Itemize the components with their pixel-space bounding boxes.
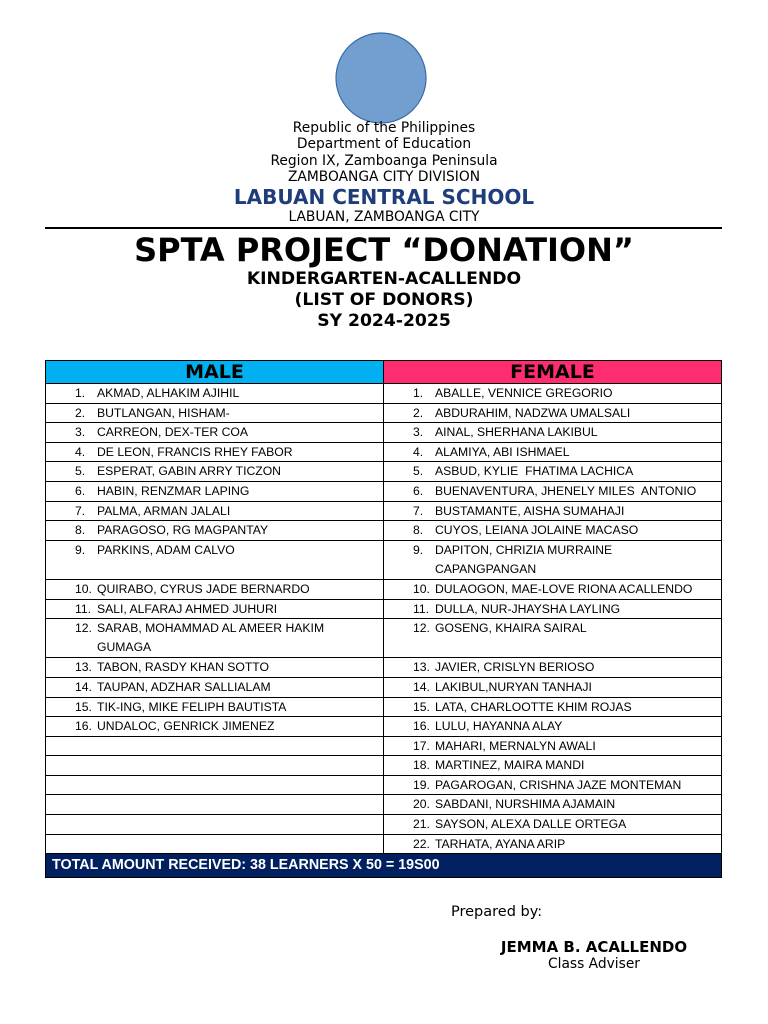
male-donor-cell-empty xyxy=(46,835,384,854)
donor-name: SARAB, MOHAMMAD AL AMEER HAKIM GUMAGA xyxy=(97,621,328,655)
donor-name: TAUPAN, ADZHAR SALLIALAM xyxy=(97,679,271,694)
male-donor-cell xyxy=(46,384,384,403)
list-number: 20. xyxy=(413,797,430,812)
donor-name: MARTINEZ, MAIRA MANDI xyxy=(435,758,585,773)
table-row xyxy=(46,717,721,737)
male-donor-cell xyxy=(46,580,384,599)
list-number: 12. xyxy=(413,621,430,636)
donor-name: LAKIBUL,NURYAN TANHAJI xyxy=(435,679,592,694)
male-donor-cell xyxy=(46,658,384,677)
list-number: 6. xyxy=(413,483,424,498)
donor-name: PALMA, ARMAN JALALI xyxy=(97,503,231,518)
agency-header xyxy=(0,120,768,186)
table-row xyxy=(46,795,721,815)
male-donor-cell xyxy=(46,678,384,697)
female-donor-cell xyxy=(384,462,721,481)
male-donor-cell xyxy=(46,423,384,442)
donor-name: SABDANI, NURSHIMA AJAMAIN xyxy=(435,797,616,812)
male-donor-cell-empty xyxy=(46,756,384,775)
female-donor-cell xyxy=(384,521,721,540)
table-row xyxy=(46,541,721,580)
class-section: KINDERGARTEN-ACALLENDO xyxy=(246,268,522,289)
female-donor-cell xyxy=(384,658,721,677)
table-row xyxy=(46,521,721,541)
list-number: 18. xyxy=(413,758,430,773)
donor-name: ALAMIYA, ABI ISHMAEL xyxy=(435,444,570,459)
male-donor-cell xyxy=(46,443,384,462)
female-donor-cell xyxy=(384,698,721,717)
list-number: 2. xyxy=(413,405,424,420)
male-donor-cell xyxy=(46,482,384,501)
signatory-position: Class Adviser xyxy=(548,956,640,972)
donor-name: DE LEON, FRANCIS RHEY FABOR xyxy=(97,444,293,459)
table-row xyxy=(46,443,721,463)
donor-name: LATA, CHARLOOTTE KHIM ROJAS xyxy=(435,699,632,714)
table-row xyxy=(46,698,721,718)
list-number: 4. xyxy=(75,444,86,459)
list-number: 3. xyxy=(413,425,424,440)
list-number: 11. xyxy=(413,601,430,616)
school-name: LABUAN CENTRAL SCHOOL xyxy=(233,185,535,209)
document-subtitles xyxy=(0,269,768,332)
list-number: 7. xyxy=(75,503,86,518)
donor-name: JAVIER, CRISLYN BERIOSO xyxy=(435,660,595,675)
list-number: 14. xyxy=(75,679,92,694)
list-number: 16. xyxy=(413,719,430,734)
list-number: 14. xyxy=(413,679,430,694)
male-donor-cell xyxy=(46,404,384,423)
school-logo xyxy=(335,32,427,124)
donor-name: TIK-ING, MIKE FELIPH BAUTISTA xyxy=(97,699,287,714)
female-donor-cell xyxy=(384,619,721,657)
list-number: 15. xyxy=(413,699,430,714)
table-row xyxy=(46,600,721,620)
male-donor-cell xyxy=(46,521,384,540)
donor-name: DULAOGON, MAE-LOVE RIONA ACALLENDO xyxy=(435,581,693,596)
table-row xyxy=(46,737,721,757)
table-row xyxy=(46,404,721,424)
donor-name: BUTLANGAN, HISHAM- xyxy=(97,405,230,420)
list-number: 19. xyxy=(413,777,430,792)
female-donor-cell xyxy=(384,737,721,756)
donor-name: ASBUD, KYLIE FHATIMA LACHICA xyxy=(435,464,634,479)
list-number: 1. xyxy=(413,386,424,400)
donor-name: AINAL, SHERHANA LAKIBUL xyxy=(435,425,598,440)
donor-name: UNDALOC, GENRICK JIMENEZ xyxy=(97,719,275,734)
male-donor-cell-empty xyxy=(46,776,384,795)
donor-name: ESPERAT, GABIN ARRY TICZON xyxy=(97,464,281,479)
male-column-header: MALE xyxy=(46,361,384,383)
table-row xyxy=(46,482,721,502)
list-number: 10. xyxy=(413,581,430,596)
list-number: 4. xyxy=(413,444,424,459)
donor-name: HABIN, RENZMAR LAPING xyxy=(97,483,250,498)
donor-name: DAPITON, CHRIZIA MURRAINE CAPANGPANGAN xyxy=(435,542,616,576)
list-number: 7. xyxy=(413,503,424,518)
list-number: 22. xyxy=(413,836,430,851)
female-donor-cell xyxy=(384,756,721,775)
list-number: 2. xyxy=(75,405,86,420)
donor-name: LULU, HAYANNA ALAY xyxy=(435,719,563,734)
agency-line-republic: Republic of the Philippines xyxy=(292,119,476,136)
table-row xyxy=(46,580,721,600)
table-row xyxy=(46,815,721,835)
table-header-row xyxy=(46,361,721,384)
male-donor-cell xyxy=(46,502,384,521)
male-donor-cell xyxy=(46,619,384,657)
list-number: 17. xyxy=(413,738,430,753)
list-subtitle: (LIST OF DONORS) xyxy=(294,289,474,310)
list-number: 5. xyxy=(75,464,86,479)
school-address: LABUAN, ZAMBOANGA CITY xyxy=(288,209,480,225)
header-divider xyxy=(45,227,722,229)
male-donor-cell-empty xyxy=(46,815,384,834)
donor-name: MAHARI, MERNALYN AWALI xyxy=(435,738,596,753)
table-row xyxy=(46,619,721,658)
female-donor-cell xyxy=(384,600,721,619)
donor-name: QUIRABO, CYRUS JADE BERNARDO xyxy=(97,581,310,596)
list-number: 9. xyxy=(413,542,424,557)
female-donor-cell xyxy=(384,482,721,501)
prepared-by-label: Prepared by: xyxy=(451,904,543,920)
list-number: 5. xyxy=(413,464,424,479)
table-row xyxy=(46,462,721,482)
donor-name: ABDURAHIM, NADZWA UMALSALI xyxy=(435,405,631,420)
list-number: 13. xyxy=(413,660,430,675)
male-donor-cell xyxy=(46,541,384,579)
female-donor-cell xyxy=(384,423,721,442)
table-row xyxy=(46,658,721,678)
agency-line-region: Region IX, Zamboanga Peninsula xyxy=(270,152,498,169)
female-donor-cell xyxy=(384,717,721,736)
female-donor-cell xyxy=(384,815,721,834)
list-number: 21. xyxy=(413,817,430,832)
list-number: 13. xyxy=(75,660,92,675)
female-donor-cell xyxy=(384,404,721,423)
female-donor-cell xyxy=(384,541,721,579)
table-row xyxy=(46,756,721,776)
donor-name: TABON, RASDY KHAN SOTTO xyxy=(97,660,270,675)
male-donor-cell xyxy=(46,698,384,717)
donor-name: AKMAD, ALHAKIM AJIHIL xyxy=(97,386,240,400)
list-number: 9. xyxy=(75,542,86,557)
signatory-name: JEMMA B. ACALLENDO xyxy=(500,938,688,956)
donor-name: PARAGOSO, RG MAGPANTAY xyxy=(97,523,269,538)
female-donor-cell xyxy=(384,776,721,795)
donor-name: ABALLE, VENNICE GREGORIO xyxy=(435,386,613,400)
male-donor-cell xyxy=(46,462,384,481)
list-number: 3. xyxy=(75,425,86,440)
school-year: SY 2024-2025 xyxy=(317,310,451,331)
table-row xyxy=(46,776,721,796)
donor-name: BUSTAMANTE, AISHA SUMAHAJI xyxy=(435,503,625,518)
list-number: 1. xyxy=(75,386,86,400)
male-donor-cell-empty xyxy=(46,737,384,756)
list-number: 16. xyxy=(75,719,92,734)
donor-name: DULLA, NUR-JHAYSHA LAYLING xyxy=(435,601,621,616)
male-donor-cell xyxy=(46,600,384,619)
list-number: 12. xyxy=(75,621,92,636)
table-row xyxy=(46,423,721,443)
list-number: 11. xyxy=(75,601,92,616)
agency-line-division: ZAMBOANGA CITY DIVISION xyxy=(287,169,481,186)
agency-line-department: Department of Education xyxy=(296,136,472,153)
female-donor-cell xyxy=(384,384,721,403)
total-amount-row: TOTAL AMOUNT RECEIVED: 38 LEARNERS X 50 = 19S00 xyxy=(46,854,721,877)
document-title: SPTA PROJECT “DONATION” xyxy=(134,231,634,269)
list-number: 8. xyxy=(75,523,86,538)
female-donor-cell xyxy=(384,443,721,462)
male-donor-cell xyxy=(46,717,384,736)
female-donor-cell xyxy=(384,580,721,599)
list-number: 15. xyxy=(75,699,92,714)
donor-name: PARKINS, ADAM CALVO xyxy=(97,542,235,557)
female-donor-cell xyxy=(384,678,721,697)
female-donor-cell xyxy=(384,835,721,854)
donor-name: CUYOS, LEIANA JOLAINE MACASO xyxy=(435,523,639,538)
table-row xyxy=(46,678,721,698)
donor-name: GOSENG, KHAIRA SAIRAL xyxy=(435,621,587,636)
list-number: 6. xyxy=(75,483,86,498)
donor-table xyxy=(45,360,722,878)
female-column-header: FEMALE xyxy=(384,361,721,383)
list-number: 10. xyxy=(75,581,92,596)
donor-name: PAGAROGAN, CRISHNA JAZE MONTEMAN xyxy=(435,777,682,792)
male-donor-cell-empty xyxy=(46,795,384,814)
donor-name: TARHATA, AYANA ARIP xyxy=(435,836,566,851)
female-donor-cell xyxy=(384,502,721,521)
donor-name: SALI, ALFARAJ AHMED JUHURI xyxy=(97,601,278,616)
donor-name: SAYSON, ALEXA DALLE ORTEGA xyxy=(435,817,627,832)
donor-name: CARREON, DEX-TER COA xyxy=(97,425,249,440)
list-number: 8. xyxy=(413,523,424,538)
table-row xyxy=(46,835,721,855)
female-donor-cell xyxy=(384,795,721,814)
table-row xyxy=(46,384,721,404)
table-row xyxy=(46,502,721,522)
donor-name: BUENAVENTURA, JHENELY MILES ANTONIO xyxy=(435,483,697,498)
